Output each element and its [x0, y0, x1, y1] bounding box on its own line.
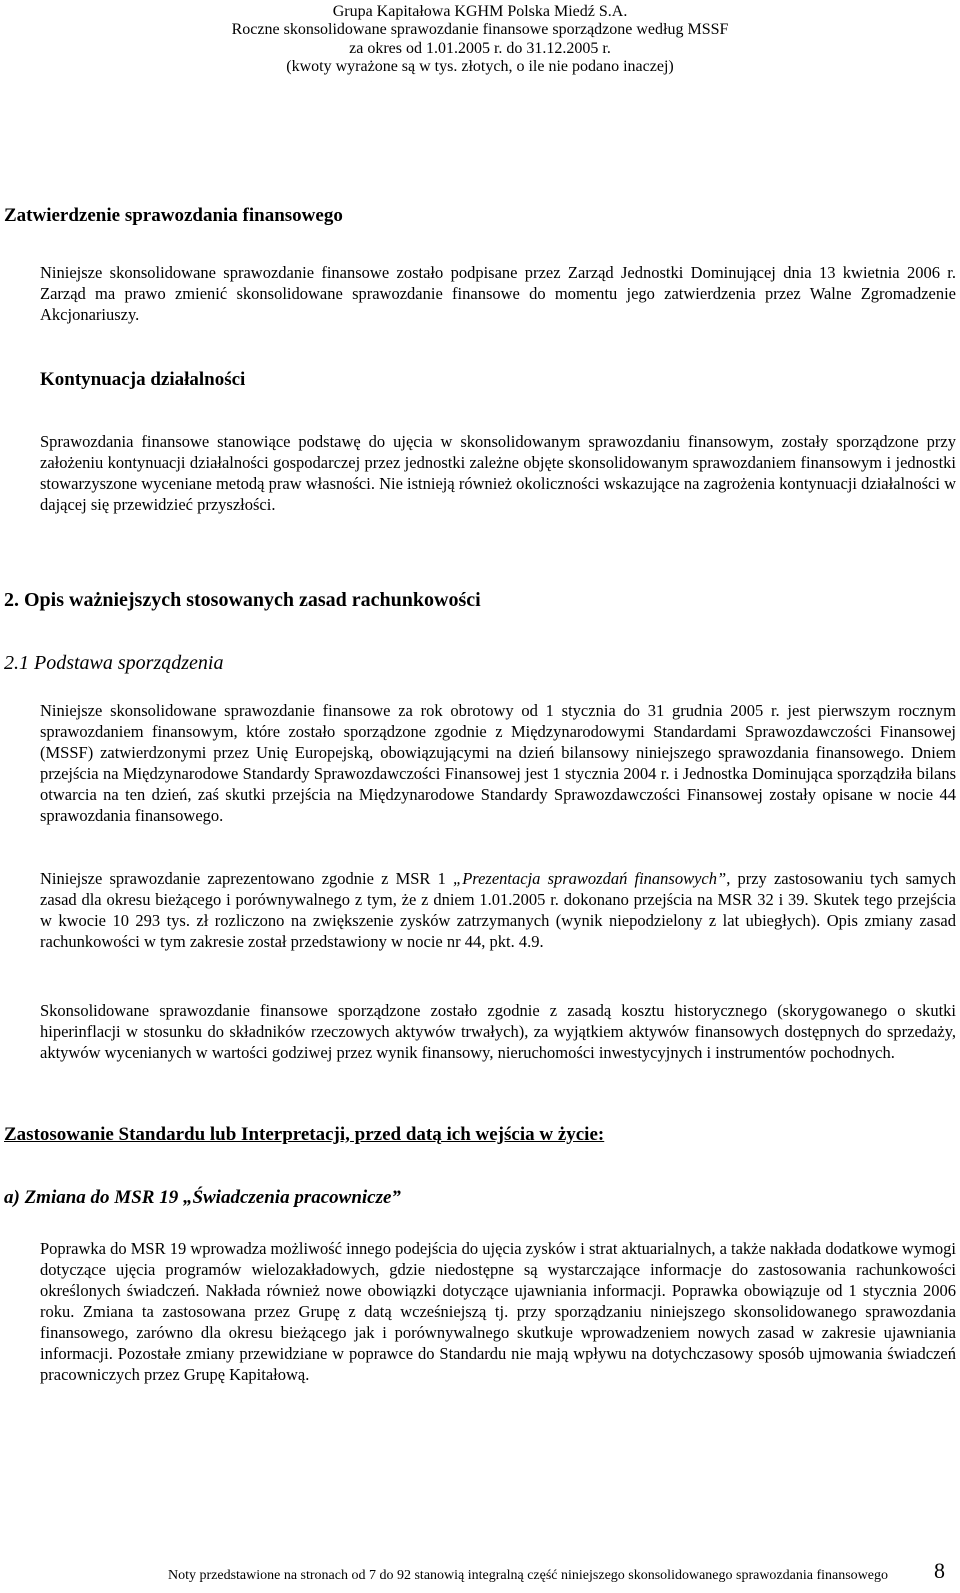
paragraph-going-concern: Sprawozdania finansowe stanowiące podstawę do ujęcia w skonsolidowanym sprawozdaniu finansowym, zostały sporządzone przy założeniu kontynuacji działalności gospodarczej przez jednostki zależne objęte skonsolidowanym sprawozdaniem finansowym i jednostki stowarzyszone wyceniane metodą praw własności. Nie istnieją również okoliczności wskazujące na zagrożenia kontynuacji działalności w dającej się przewidzieć przyszłości.	[40, 432, 956, 514]
report-header-units: (kwoty wyrażone są w tys. złotych, o ile nie podano inaczej)	[286, 58, 674, 75]
section-title-policies: 2. Opis ważniejszych stosowanych zasad rachunkowości	[4, 589, 481, 611]
report-header-title: Roczne skonsolidowane sprawozdanie finansowe sporządzone według MSSF	[231, 21, 729, 38]
paragraph-basis-3: Skonsolidowane sprawozdanie finansowe sporządzone zostało zgodnie z zasadą kosztu historycznego (skorygowanego o skutki hiperinflacji w stosunku do składników rzeczowych aktywów trwałych), za wyjątkiem aktywów finansowych dostępnych do sprzedaży, aktywów wycenianych w wartości godziwej przez wynik finansowy, nieruchomości inwestycyjnych i instrumentów pochodnych.	[40, 1001, 956, 1062]
paragraph-ias19: Poprawka do MSR 19 wprowadza możliwość innego podejścia do ujęcia zysków i strat aktuarialnych, a także nakłada dodatkowe wymogi dotyczące ujęcia programów wielozakładowych, gdzie niedostępne są wystarczające informacje do zastosowania rachunkowości określonych świadczeń. Nakłada również nowe obowiązki dotyczące ujawniania informacji. Poprawka obowiązuje od 1 stycznia 2006 roku. Zmiana ta zastosowana przez Grupę z datą wcześniejszą tj. przy sporządzaniu niniejszego skonsolidowanego sprawozdania finansowego, zarówno dla okresu bieżącego jak i porównywalnego skutkuje wprowadzeniem nowych zasad w zakresie ujawniania informacji. Pozostałe zmiany przewidziane w poprawce do Standardu nie mają wpływu na dotychczasowy sposób ujmowania świadczeń pracowniczych przez Grupę Kapitałową.	[40, 1239, 956, 1384]
paragraph-basis-2: Niniejsze sprawozdanie zaprezentowano zgodnie z MSR 1 „Prezentacja sprawozdań finansowych”, przy zastosowaniu tych samych zasad dla okresu bieżącego i porównywalnego z tym, że z dniem 1.01.2005 r. dokonano przejścia na MSR 32 i 39. Skutek tego przejścia w kwocie 10 293 tys. zł rozliczono na zwiększenie zysków zatrzymanych (wynik niepodzielony z lat ubiegłych). Opis zmiany zasad rachunkowości w tym zakresie został przedstawiony w nocie nr 44, pkt. 4.9.	[40, 869, 957, 951]
section-title-standards: Zastosowanie Standardu lub Interpretacji, przed datą ich wejścia w życie:	[4, 1124, 605, 1145]
section-title-ias19: a) Zmiana do MSR 19 „Świadczenia pracownicze”	[4, 1187, 401, 1208]
report-header-company: Grupa Kapitałowa KGHM Polska Miedź S.A.	[332, 3, 628, 20]
report-header-period: za okres od 1.01.2005 r. do 31.12.2005 r.	[349, 40, 611, 57]
section-title-going-concern: Kontynuacja działalności	[40, 369, 246, 390]
paragraph-basis-1: Niniejsze skonsolidowane sprawozdanie finansowe za rok obrotowy od 1 stycznia do 31 grudnia 2005 r. jest pierwszym rocznym sprawozdaniem finansowym, które zostało sporządzone zgodnie z Międzynarodowymi Standardami Sprawozdawczości Finansowej (MSSF) zatwierdzonymi przez Unię Europejską, obowiązującymi na dzień bilansowy niniejszego sprawozdania finansowego. Dniem przejścia na Międzynarodowe Standardy Sprawozdawczości Finansowej jest 1 stycznia 2004 r. i Jednostka Dominująca sporządziła bilans otwarcia na ten dzień, zaś skutki przejścia na Międzynarodowe Standardy Sprawozdawczości Finansowej zostały opisane w nocie 44 sprawozdania finansowego.	[40, 701, 956, 825]
footer-note: Noty przedstawione na stronach od 7 do 92 stanowią integralną część niniejszego skonsolidowanego sprawozdania finansowego	[167, 1568, 888, 1583]
standard-title-italic: „Prezentacja sprawozdań finansowych”	[453, 869, 727, 888]
section-title-approval: Zatwierdzenie sprawozdania finansowego	[4, 205, 343, 226]
section-title-basis: 2.1 Podstawa sporządzenia	[4, 652, 224, 674]
paragraph-approval: Niniejsze skonsolidowane sprawozdanie finansowe zostało podpisane przez Zarząd Jednostki Dominującej dnia 13 kwietnia 2006 r. Zarząd ma prawo zmienić skonsolidowane sprawozdanie finansowe do momentu jego zatwierdzenia przez Walne Zgromadzenie Akcjonariuszy.	[40, 263, 956, 324]
page-number: 8	[934, 1558, 945, 1583]
